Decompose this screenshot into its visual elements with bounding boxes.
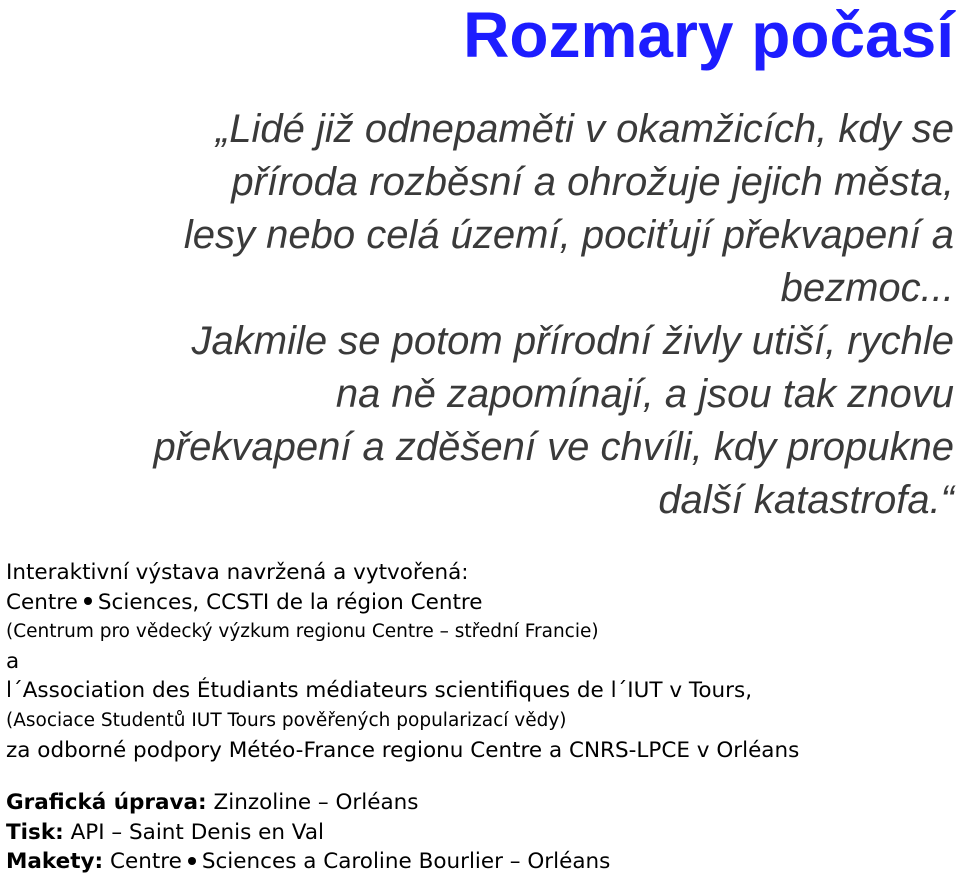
production-design (6, 788, 956, 818)
page-title: Rozmary počasí (463, 0, 954, 71)
print-label: Tisk: (6, 819, 64, 845)
print-value: API – Saint Denis en Val (70, 819, 324, 845)
credits-org2: l´Association des Étudiants médiateurs scientifiques de l´IUT v Tours, (6, 678, 753, 704)
credits-intro: Interaktivní výstava navržená a vytvořená: (6, 560, 469, 585)
credits-org2-translation: (Asociace Studentů IUT Tours pověřených popularizací vědy) (6, 709, 567, 731)
bullet-icon (188, 857, 196, 865)
mockups-value-part2: Sciences a Caroline Bourlier – Orléans (201, 849, 611, 875)
quote-line: na ně zapomínají, a jsou tak znovu (335, 372, 954, 416)
quote-line: „Lidé již odnepaměti v okamžicích, kdy se (215, 107, 954, 151)
credits-org1-translation: (Centrum pro vědecký výzkum regionu Centre – střední Francie) (6, 621, 599, 643)
quote-line: další katastrofa.“ (658, 478, 954, 522)
mockups-value-part1: Centre (109, 849, 182, 875)
design-value: Zinzoline – Orléans (213, 790, 419, 816)
org1-name-part2: Sciences, CCSTI de la région Centre (97, 589, 483, 615)
design-label: Grafická úprava: (6, 790, 207, 816)
quote-line: Jakmile se potom přírodní živly utiší, rychle (191, 319, 954, 363)
credits-org1 (6, 588, 956, 618)
org1-name-part1: Centre (6, 589, 78, 615)
credits-support: za odborné podpory Météo-France regionu Centre a CNRS-LPCE v Orléans (6, 737, 800, 763)
credits-conjunction: a (6, 648, 20, 674)
quote-line: překvapení a zděšení ve chvíli, kdy propukne (153, 425, 954, 469)
quote-line: lesy nebo celá území, pociťují překvapení a (183, 213, 954, 257)
production-print (6, 818, 956, 848)
credits-block (6, 558, 956, 877)
mockups-label: Makety: (6, 849, 104, 875)
quote-line: příroda rozběsní a ohrožuje jejich města, (231, 160, 954, 204)
bullet-icon (84, 597, 92, 605)
quote-block (0, 103, 954, 527)
production-mockups (6, 847, 956, 877)
spacer (6, 765, 956, 788)
quote-line: bezmoc... (780, 266, 954, 310)
